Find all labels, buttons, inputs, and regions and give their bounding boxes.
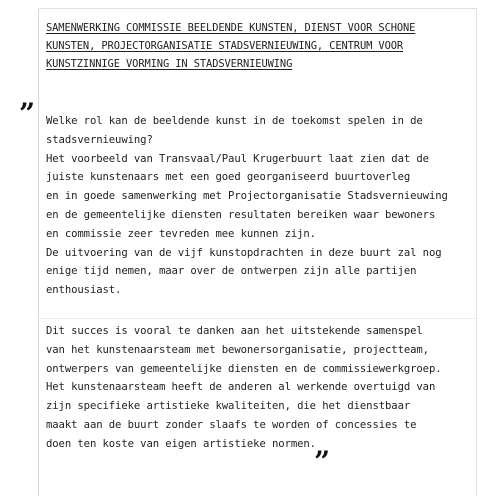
text-line: stadsvernieuwing? [46,133,153,146]
text-line: juiste kunstenaars met een goed georganiseerd buurtoverleg [46,171,411,184]
heading-line: SAMENWERKING COMMISSIE BEELDENDE KUNSTEN, DIENST VOOR SCHONE [46,22,416,34]
text-line: zijn specifieke artistieke kwaliteiten, die het dienstbaar [46,400,411,413]
text-line: en de gemeentelijke diensten resultaten bereiken waar bewoners [46,208,436,221]
text-line: De uitvoering van de vijf kunstopdrachten in deze buurt zal nog [46,246,442,259]
heading-line: KUNSTZINNIGE VORMING IN STADSVERNIEUWING [46,58,293,70]
page-edge-right [476,8,477,496]
text-line: van het kunstenaarsteam met bewonersorganisatie, projectteam, [46,343,429,356]
heading-line: KUNSTEN, PROJECTORGANISATIE STADSVERNIEUWING, CENTRUM VOOR [46,40,404,52]
text-line: doen ten koste van eigen artistieke normen. [46,437,316,450]
paragraph-2 [46,322,476,454]
document-heading [46,22,476,76]
text-line: maakt aan de buurt zonder slaafs te worden of concessies te [46,418,417,431]
text-line: Het voorbeeld van Transvaal/Paul Krugerbuurt laat zien dat de [46,152,429,165]
paragraph-1 [46,112,476,300]
text-line: Het kunstenaarsteam heeft de anderen al werkende overtuigd van [46,381,436,394]
text-line: enige tijd nemen, maar over de ontwerpen zijn alle partijen [46,265,417,278]
text-line: en in goede samenwerking met Projectorganisatie Stadsvernieuwing [46,190,448,203]
closing-quote-mark: ” [314,445,331,478]
opening-quote-mark: ” [19,97,36,130]
text-line: Welke rol kan de beeldende kunst in de toekomst spelen in de [46,115,423,127]
text-line: ontwerpers van gemeentelijke diensten en de commissiewerkgroep. [46,362,442,375]
text-line: en commissie zeer tevreden mee kunnen zijn. [46,227,316,240]
page-edge-top [38,8,476,9]
text-line: Dit succes is vooral te danken aan het uitstekende samenspel [46,325,423,337]
text-line: enthousiast. [46,284,122,297]
page-crease [38,318,476,319]
page-edge-left [38,8,39,496]
